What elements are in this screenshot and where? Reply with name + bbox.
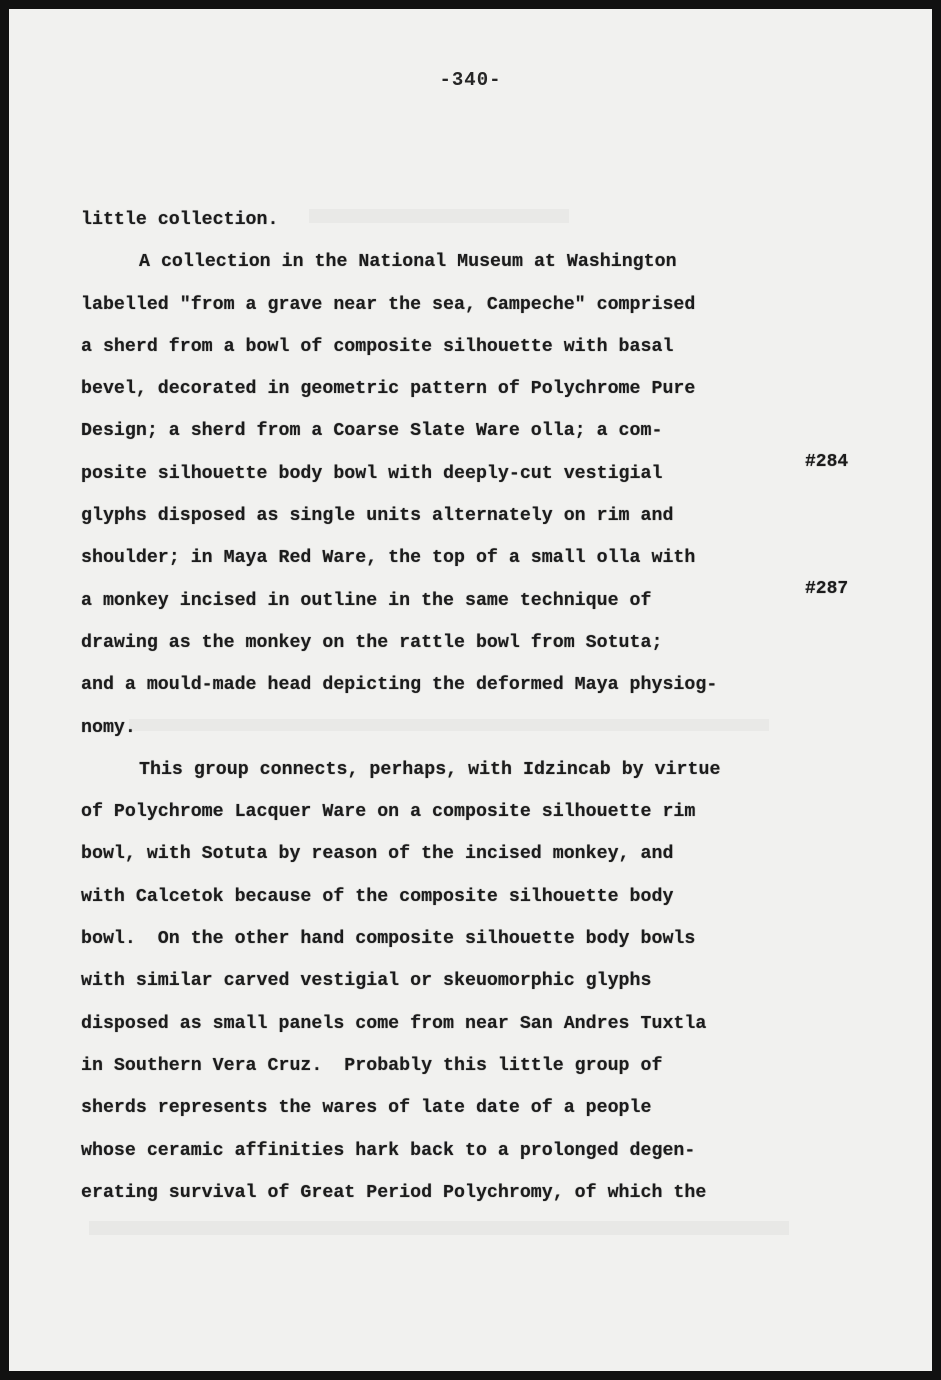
page-number: -340-	[439, 69, 502, 91]
margin-note: #284	[805, 452, 849, 472]
text-line: sherds represents the wares of late date of a people	[81, 1098, 652, 1119]
text-line: little collection.	[81, 210, 279, 230]
text-line: with Calcetok because of the composite silhouette body	[81, 886, 674, 907]
text-line: Design; a sherd from a Coarse Slate Ware olla; a com-	[81, 421, 663, 442]
text-line: bowl. On the other hand composite silhouette body bowls	[81, 929, 696, 950]
text-line: disposed as small panels come from near San Andres Tuxtla	[81, 1013, 707, 1034]
text-line: labelled "from a grave near the sea, Campeche" comprised	[81, 294, 696, 315]
text-line: with similar carved vestigial or skeuomorphic glyphs	[81, 971, 652, 992]
body-text	[81, 199, 841, 1214]
text-line: posite silhouette body bowl with deeply-cut vestigial	[81, 463, 663, 484]
text-line: nomy.	[81, 717, 136, 738]
document-page	[9, 9, 932, 1371]
text-line: a sherd from a bowl of composite silhouette with basal	[81, 336, 674, 357]
text-line: glyphs disposed as single units alternately on rim and	[81, 506, 674, 527]
text-line: in Southern Vera Cruz. Probably this little group of	[81, 1055, 663, 1076]
text-line: shoulder; in Maya Red Ware, the top of a small olla with	[81, 548, 696, 569]
text-line: of Polychrome Lacquer Ware on a composite silhouette rim	[81, 802, 696, 823]
text-line: whose ceramic affinities hark back to a prolonged degen-	[81, 1140, 696, 1161]
margin-note: #287	[805, 579, 849, 599]
text-line: a monkey incised in outline in the same technique of	[81, 590, 652, 611]
text-line: and a mould-made head depicting the deformed Maya physiog-	[81, 675, 718, 696]
text-line: drawing as the monkey on the rattle bowl from Sotuta;	[81, 632, 663, 653]
show-through-shading	[89, 1221, 789, 1235]
text-line: A collection in the National Museum at Washington	[139, 252, 677, 273]
text-line: bowl, with Sotuta by reason of the incised monkey, and	[81, 844, 674, 865]
text-line: bevel, decorated in geometric pattern of Polychrome Pure	[81, 379, 696, 400]
text-line: This group connects, perhaps, with Idzincab by virtue	[139, 759, 721, 780]
text-line: erating survival of Great Period Polychromy, of which the	[81, 1182, 707, 1203]
